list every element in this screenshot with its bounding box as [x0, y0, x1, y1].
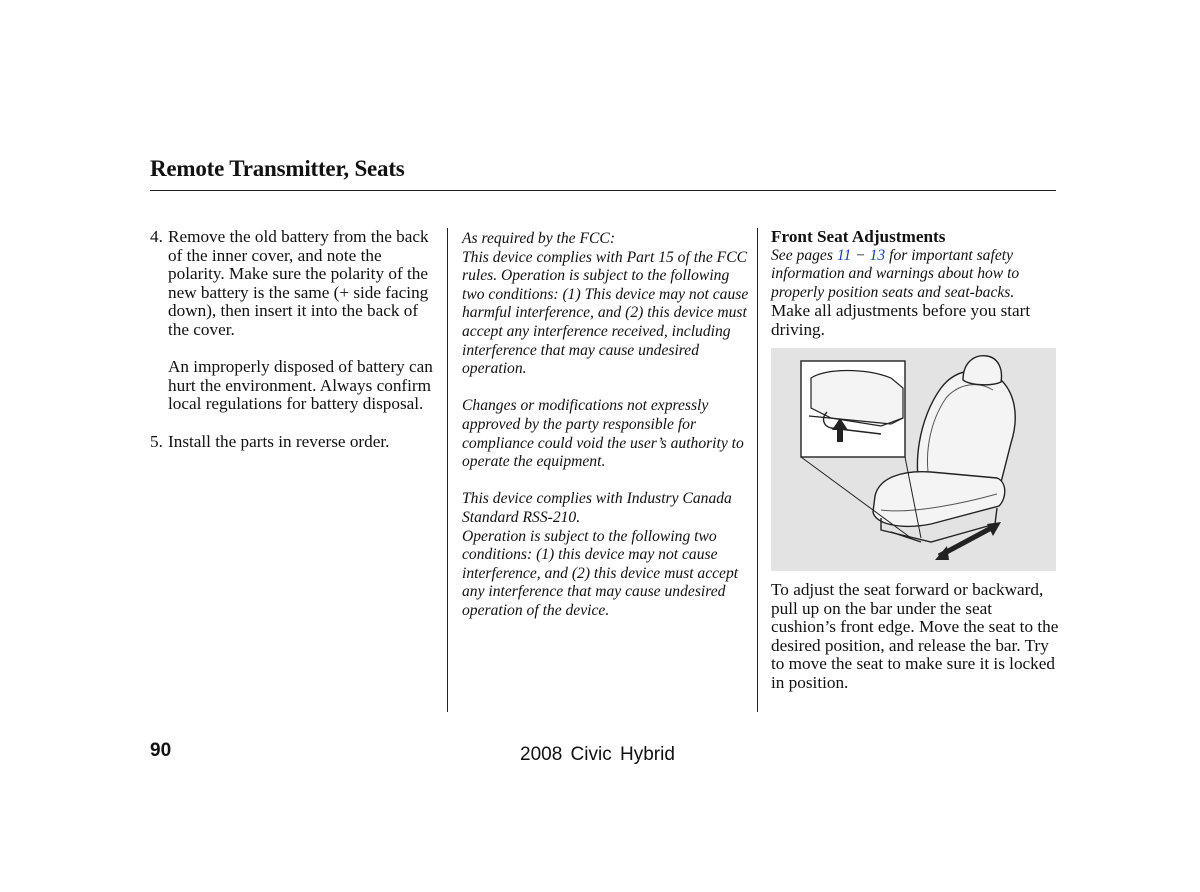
canada-text: This device complies with Industry Canada Standard RSS-210.: [462, 490, 732, 526]
step-5-number: 5.: [150, 431, 163, 451]
see-pages-note: See pages 11 − 13 for important safety information and warnings about how to properly position seats and seat-backs.: [771, 246, 1020, 301]
page-link-11[interactable]: 11: [836, 246, 852, 264]
section-title: Remote Transmitter, Seats: [150, 156, 405, 181]
step-4: [150, 228, 435, 340]
step-4-number: 4.: [150, 227, 163, 246]
page-link-13[interactable]: 13: [869, 246, 886, 264]
column-divider-left: [447, 228, 448, 712]
adjust-seat-text: To adjust the seat forward or backward, pull up on the bar under the seat cushion’s front edge. Move the seat to the desired position, and release the bar. Try to move the seat to make sure it is locked in position.: [771, 580, 1059, 692]
right-column: [771, 228, 1061, 340]
modifications-text: Changes or modifications not expressly approved by the party responsible for compliance could void the user’s authority to operate the equipment.: [462, 397, 744, 471]
fcc-intro: As required by the FCC:: [462, 230, 616, 247]
left-column: [150, 228, 435, 451]
step-4-text: Remove the old battery from the back of the inner cover, and note the polarity. Make sure the polarity of the new battery is the same (+ side facing down), then insert it into the back of the cover.: [168, 227, 429, 339]
middle-column: [462, 230, 752, 620]
step-5: [150, 433, 435, 452]
front-seat-heading: Front Seat Adjustments: [771, 227, 946, 246]
disposal-note: An improperly disposed of battery can hurt the environment. Always confirm local regulations for battery disposal.: [168, 357, 433, 414]
footer-model: 2008 Civic Hybrid: [520, 744, 675, 765]
column-divider-right: [757, 228, 758, 712]
step-5-text: Install the parts in reverse order.: [168, 431, 390, 451]
seat-illustration-icon: [771, 348, 1056, 571]
page-range-separator: −: [855, 246, 866, 264]
fcc-text: This device complies with Part 15 of the FCC rules. Operation is subject to the following two conditions: (1) This device may not cause harmful interference, and (2) this device must accept any interference received, including interference that may cause undesired operation.: [462, 248, 749, 378]
canada-operation: Operation is subject to the following two conditions: (1) this device may not cause interference, and (2) this device must accept any interference that may cause undesired operation of the device.: [462, 527, 739, 619]
seat-adjustment-figure: [771, 348, 1056, 571]
title-divider: [150, 190, 1056, 191]
make-adjustments-text: Make all adjustments before you start driving.: [771, 301, 1031, 339]
page-number: 90: [150, 740, 172, 761]
